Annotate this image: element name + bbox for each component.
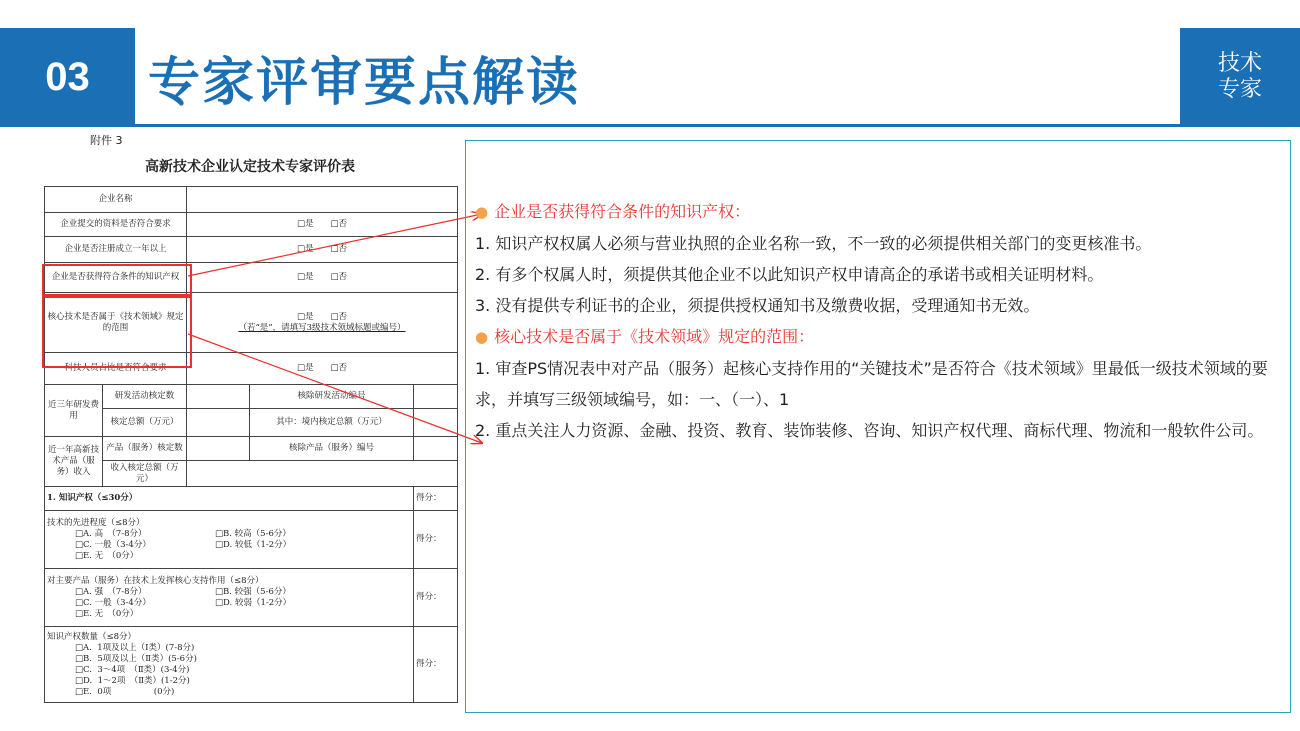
q1-option-b: □B. 较高（5-6分） — [215, 528, 291, 539]
rd-total-label: 核定总额（万元） — [103, 409, 187, 437]
point-core-tech-2: 2. 重点关注人力资源、金融、投资、教育、装饰装修、咨询、知识产权代理、商标代理、物流和一般软件公司。 — [475, 421, 1264, 440]
section-ip-heading: 1. 知识产权（≤30分） — [45, 487, 414, 511]
materials-choice: □是 □否 — [187, 213, 458, 237]
audience-tag-line1: 技术 — [1217, 51, 1262, 76]
core-tech-note: （若“是”，请填写3级技术领域标题或编号） — [238, 322, 406, 333]
q1-option-d: □D. 较低（1-2分） — [215, 539, 292, 550]
point-core-tech-heading-text: 核心技术是否属于《技术领域》规定的范围： — [494, 327, 815, 346]
product-count-label: 产品（服务）核定数 — [103, 437, 187, 461]
q2-score: 得分： — [414, 569, 458, 627]
section-number: 03 — [0, 28, 135, 126]
row-rd-expense: 近三年研发费用 — [45, 385, 103, 437]
q3-option-a: □A. 1项及以上（Ⅰ类）(7-8分) — [75, 642, 195, 653]
q3-option-b: □B. 5项及以上（Ⅱ类）(5-6分) — [75, 653, 197, 664]
q2-option-d: □D. 较弱（1-2分） — [215, 597, 292, 608]
point-ip-2: 2. 有多个权属人时，须提供其他企业不以此知识产权申请高企的承诺书或相关证明材料。 — [475, 265, 1104, 284]
product-exclude-label: 核除产品（服务）编号 — [250, 437, 414, 461]
section-ip-score: 得分： — [414, 487, 458, 511]
attachment-label: 附件 3 — [90, 134, 123, 147]
arrow-to-ip-point — [188, 214, 482, 276]
q1-option-c: □C. 一般（3-4分） — [75, 539, 151, 550]
core-tech-yes-no: □是 □否 — [296, 311, 348, 322]
q3-score: 得分： — [414, 627, 458, 703]
q1-option-e: □E. 无 （0分） — [75, 550, 139, 561]
row-staff: 科技人员占比是否符合要求 — [45, 353, 187, 385]
q2-option-e: □E. 无 （0分） — [75, 608, 139, 619]
row-core-tech: 核心技术是否属于《技术领域》规定的范围 — [45, 293, 187, 353]
point-core-tech-heading — [475, 321, 1283, 353]
row-ip: 企业是否获得符合条件的知识产权 — [45, 263, 187, 293]
point-ip-heading-text: 企业是否获得符合条件的知识产权： — [494, 202, 751, 221]
staff-choice: □是 □否 — [187, 353, 458, 385]
q1-option-a: □A. 高 （7-8分） — [75, 528, 147, 539]
q3-title: 知识产权数量（≤8分） — [47, 631, 137, 642]
rd-exclude-label: 核除研发活动编号 — [250, 385, 414, 409]
audience-tag-line2: 专家 — [1217, 77, 1262, 102]
rd-domestic-label: 其中：境内核定总额（万元） — [250, 409, 414, 437]
form-title: 高新技术企业认定技术专家评价表 — [145, 159, 355, 175]
page-title: 专家评审要点解读 — [148, 53, 581, 113]
row-company-name: 企业名称 — [45, 187, 187, 213]
point-ip-1: 1. 知识产权权属人必须与营业执照的企业名称一致，不一致的必须提供相关部门的变更核准书。 — [475, 234, 1152, 253]
point-core-tech-1: 1. 审查PS情况表中对产品（服务）起核心支持作用的“关键技术”是否符合《技术领域》里最低一级技术领域的要求，并填写三级领域编号，如：一、（一）、1 — [475, 359, 1268, 409]
established-choice: □是 □否 — [187, 237, 458, 263]
bullet-dot-icon: ● — [475, 203, 489, 221]
q3-option-c: □C. 3～4项 （Ⅱ类）(3-4分) — [75, 664, 190, 675]
row-established: 企业是否注册成立一年以上 — [45, 237, 187, 263]
bullet-dot-icon: ● — [475, 328, 489, 346]
row-hitech-income: 近一年高新技术产品（服务）收入 — [45, 437, 103, 487]
q2-title: 对主要产品（服务）在技术上发挥核心支持作用（≤8分） — [47, 575, 264, 586]
q3-option-d: □D. 1～2项 （Ⅱ类）(1-2分) — [75, 675, 190, 686]
q2-option-a: □A. 强 （7-8分） — [75, 586, 147, 597]
arrow-to-core-tech-point — [188, 334, 482, 443]
point-ip-heading — [475, 196, 1283, 228]
key-points-text — [475, 196, 1283, 446]
q2-option-c: □C. 一般（3-4分） — [75, 597, 151, 608]
q3-option-e: □E. 0项 (0分) — [75, 686, 175, 697]
income-total-label: 收入核定总额（万元） — [103, 461, 187, 487]
point-ip-3: 3. 没有提供专利证书的企业，须提供授权通知书及缴费收据，受理通知书无效。 — [475, 296, 1040, 315]
q1-title: 技术的先进程度（≤8分） — [47, 517, 145, 528]
row-materials: 企业提交的资料是否符合要求 — [45, 213, 187, 237]
rd-count-label: 研发活动核定数 — [103, 385, 187, 409]
q2-option-b: □B. 较强（5-6分） — [215, 586, 291, 597]
q1-score: 得分： — [414, 511, 458, 569]
ip-choice: □是 □否 — [187, 263, 458, 293]
